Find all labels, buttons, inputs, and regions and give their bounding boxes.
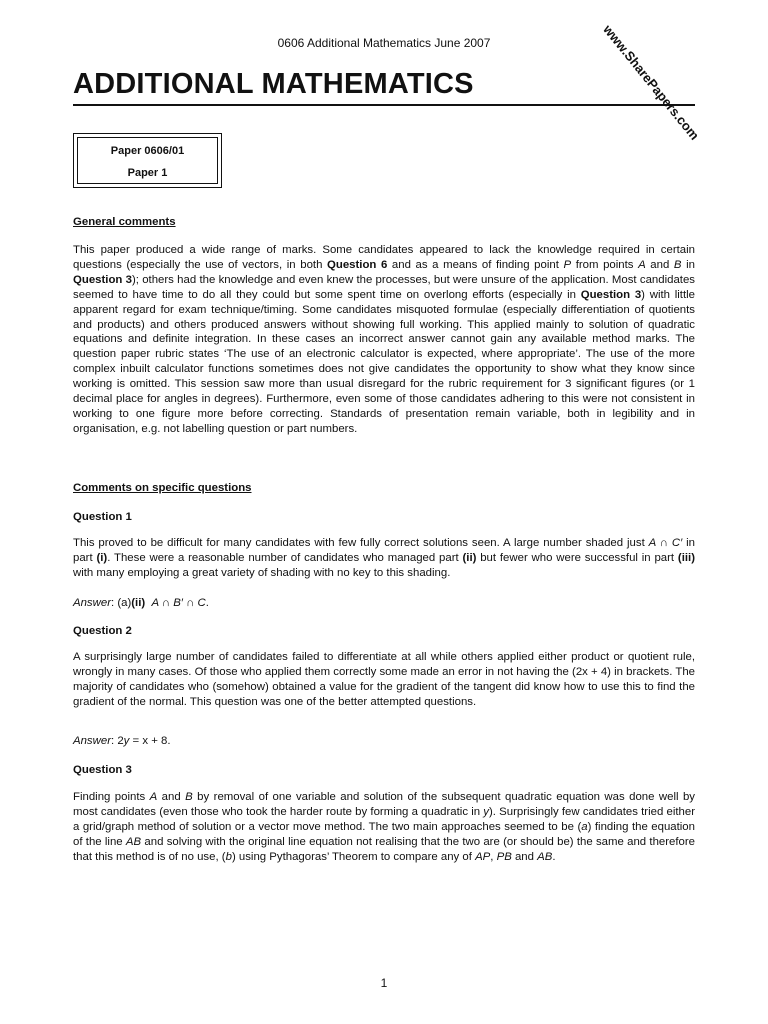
question-3-paragraph (73, 790, 695, 865)
question-3-heading: Question 3 (73, 764, 132, 776)
specific-comments-heading: Comments on specific questions (73, 482, 252, 494)
math-var: A (638, 258, 646, 271)
general-comments-paragraph (73, 243, 695, 437)
math-var: PB (496, 850, 512, 863)
text: This paper produced a wide range of marks. Some candidates appeared to lack the knowledge required in certain questions (especially the use of vectors, in both (73, 244, 695, 271)
text: This proved to be difficult for many candidates with few fully correct solutions seen. A large number shaded just (73, 537, 649, 549)
answer-label: Answer (73, 597, 111, 609)
paper-code: Paper 0606/01 (110, 145, 185, 157)
text: by removal of one variable and solution of the subsequent quadratic equation was done well by most candidates (even those who took the harder route by forming a quadratic in (73, 791, 695, 818)
paper-box (73, 133, 222, 188)
text: in (681, 258, 695, 271)
text: : 2 (110, 735, 124, 747)
part-ref: (ii) (131, 597, 146, 609)
math-var: y (483, 805, 489, 818)
math-var: AB (125, 835, 142, 848)
text: . (552, 850, 556, 863)
watermark (600, 22, 703, 143)
math-var: y (123, 735, 130, 747)
text: and as a means of finding point (387, 258, 564, 271)
math-var: a (581, 820, 588, 833)
text: ) using Pythagoras’ Theorem to compare any of (231, 850, 476, 863)
math-var: A (149, 791, 158, 803)
text: and (157, 791, 186, 803)
part-ref: (i) (96, 551, 108, 564)
paper-number: Paper 1 (127, 167, 168, 179)
general-comments-heading: General comments (73, 216, 176, 228)
question-ref: Question 3 (580, 288, 642, 301)
question-2-paragraph (73, 650, 695, 710)
math-var: b (225, 850, 232, 863)
part-ref: (ii) (462, 551, 477, 564)
text: . (205, 597, 209, 609)
text: ). Surprisingly few candidates tried either a grid/graph method of solution or a vector move method. The two main approaches seemed to be ( (73, 805, 695, 833)
question-ref: Question 3 (73, 273, 132, 286)
math-var: B (673, 258, 682, 271)
question-ref: Question 6 (327, 258, 388, 271)
text: Finding points (73, 791, 150, 803)
math-var: AB (537, 850, 553, 863)
question-1-heading: Question 1 (73, 511, 132, 523)
math-var: P (563, 258, 572, 271)
text: = x + 8. (129, 735, 171, 747)
document-title: ADDITIONAL MATHEMATICS (73, 68, 474, 100)
page-number: 1 (380, 976, 388, 990)
math-expression: A ∩ C′ (648, 537, 683, 549)
question-2-answer (73, 734, 695, 749)
title-rule (73, 104, 695, 106)
text: but fewer who were successful in part (476, 551, 678, 564)
text: . These were a reasonable number of candidates who managed part (107, 551, 463, 564)
text: and (511, 850, 538, 863)
math-var: B (185, 791, 193, 803)
answer-label: Answer (73, 735, 111, 747)
math-expression: A ∩ B′ ∩ C (151, 597, 206, 609)
question-2-heading: Question 2 (73, 625, 132, 637)
part-ref: (iii) (677, 551, 695, 564)
question-1-answer (73, 596, 695, 611)
text: and solving with the original line equation not realising that the two are (or should be) the same and therefore that this method is of no use, ( (73, 835, 695, 863)
running-header: 0606 Additional Mathematics June 2007 (277, 36, 491, 50)
watermark-text: www.SharePapers.com (600, 22, 703, 143)
text: in part (73, 537, 695, 564)
math-var: AP (475, 850, 491, 863)
text: , (490, 850, 497, 863)
text: with many employing a great variety of shading with no key to this shading. (73, 566, 451, 579)
text: ) with little apparent regard for exam technique/timing. Some candidates misquoted formulae (especially differentiation of quotients and products) and others produced answers without showing full working. This applied mainly to solution of quadratic equations and definite integration. In these cases an incorrect answer cannot gain any available method marks. The question paper rubric states ‘The use of an electronic calculator is expected, where appropriate’. The use of the more complex inbuilt calculator functions sometimes does not give candidates the opportunity to show what they know since working is omitted. This session saw more than usual disregard for the rubric requirement for 3 significant figures (or 1 decimal place for angles in degrees). Furthermore, even some of those candidates adhering to this were not consistent in working to one figure more before correcting. Standards of presentation remain variable, both in legibility and in organisation, e.g. not labelling question or part numbers. (73, 288, 695, 435)
text: and (645, 258, 674, 271)
text: from points (571, 258, 639, 271)
question-1-paragraph (73, 536, 695, 581)
text: ); others had the knowledge and even knew the processes, but were unsure of the application. Most candidates seemed to have time to do all they could but some spent time on overlong efforts (especially in (73, 273, 695, 301)
text: ) finding the equation of the line (73, 820, 695, 848)
paper-box-inner (77, 137, 218, 184)
text: A surprisingly large number of candidates failed to differentiate at all while others applied either product or quotient rule, wrongly in many cases. Of those who applied them correctly some made an error in not having the (2x + 4) in brackets. The majority of candidates who (somehow) obtained a value for the gradient of the tangent did know how to use this to find the gradient of the normal. This question was one of the better attempted questions. (73, 651, 695, 708)
text: : (a) (110, 597, 132, 609)
